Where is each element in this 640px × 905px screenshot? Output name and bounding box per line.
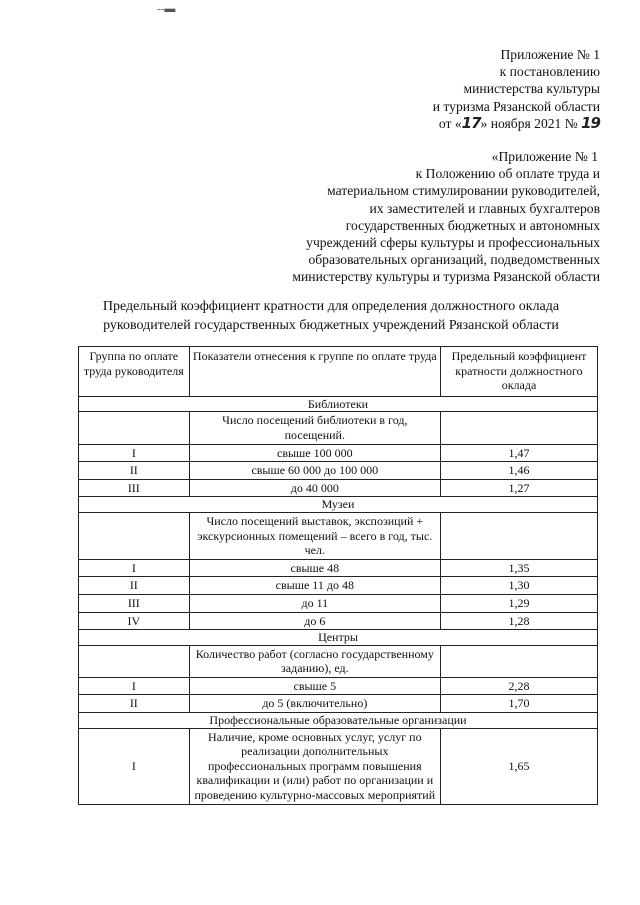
date-suffix: » ноября 2021 № bbox=[480, 115, 578, 131]
header-indicator: Показатели отнесения к группе по оплате труда bbox=[189, 347, 440, 397]
coefficient-cell: 1,70 bbox=[440, 695, 597, 713]
indicator-cell: Число посещений выставок, экспозиций + экскурсионных помещений – всего в год, тыс. чел. bbox=[189, 512, 440, 559]
group-cell: II bbox=[79, 462, 190, 480]
date-line bbox=[433, 115, 600, 132]
title-line: Предельный коэффициент кратности для определения должностного оклада bbox=[102, 299, 560, 314]
indicator-row bbox=[79, 412, 598, 444]
coefficient-table bbox=[78, 346, 598, 805]
criterion-cell: свыше 11 до 48 bbox=[189, 577, 440, 595]
coefficient-cell: 1,47 bbox=[440, 444, 597, 462]
handwritten-number: 19 bbox=[581, 113, 600, 132]
regulation-line: образовательных организаций, подведомственных bbox=[308, 252, 600, 268]
section-title: Центры bbox=[79, 630, 598, 646]
coefficient-cell: 1,28 bbox=[440, 612, 597, 630]
regulation-line: государственных бюджетных и автономных bbox=[345, 217, 600, 233]
group-cell: II bbox=[79, 695, 190, 713]
indicator-cell: Число посещений библиотеки в год, посещений. bbox=[189, 412, 440, 444]
table-body bbox=[79, 396, 598, 804]
coefficient-cell: 2,28 bbox=[440, 677, 597, 695]
criterion-cell: свыше 5 bbox=[189, 677, 440, 695]
table-row bbox=[79, 577, 598, 595]
table-row bbox=[79, 695, 598, 713]
header-coefficient: Предельный коэффициент кратности должностного оклада bbox=[440, 347, 597, 397]
appendix-line: и туризма Рязанской области bbox=[432, 98, 600, 114]
table-row bbox=[79, 728, 598, 804]
section-title: Профессиональные образовательные организации bbox=[79, 713, 598, 729]
empty-cell bbox=[79, 512, 190, 559]
table-row bbox=[79, 594, 598, 612]
indicator-row bbox=[79, 512, 598, 559]
empty-cell bbox=[440, 412, 597, 444]
group-cell: III bbox=[79, 479, 190, 497]
table-row bbox=[79, 462, 598, 480]
regulation-line: их заместителей и главных бухгалтеров bbox=[369, 200, 600, 216]
group-cell: I bbox=[79, 559, 190, 577]
indicator-row bbox=[79, 645, 598, 677]
table-row bbox=[79, 559, 598, 577]
criterion-cell: до 5 (включительно) bbox=[189, 695, 440, 713]
appendix-header bbox=[433, 46, 600, 132]
criterion-cell: свыше 60 000 до 100 000 bbox=[189, 462, 440, 480]
criterion-cell: свыше 100 000 bbox=[189, 444, 440, 462]
appendix-line: Приложение № 1 bbox=[500, 47, 600, 62]
header-group: Группа по оплате труда руководителя bbox=[79, 347, 190, 397]
criterion-cell: до 11 bbox=[189, 594, 440, 612]
regulation-line: министерству культуры и туризма Рязанской области bbox=[292, 269, 600, 285]
indicator-cell: Количество работ (согласно государственному заданию), ед. bbox=[189, 645, 440, 677]
table-row bbox=[79, 444, 598, 462]
coefficient-cell: 1,65 bbox=[440, 728, 597, 804]
section-row bbox=[79, 497, 598, 513]
section-title: Библиотеки bbox=[79, 396, 598, 412]
criterion-cell: свыше 48 bbox=[189, 559, 440, 577]
coefficient-cell: 1,30 bbox=[440, 577, 597, 595]
scan-mark: -‑▬ bbox=[157, 3, 176, 15]
coefficient-cell: 1,35 bbox=[440, 559, 597, 577]
regulation-header bbox=[292, 148, 600, 286]
appendix-line: к постановлению bbox=[499, 64, 600, 80]
coefficient-cell: 1,29 bbox=[440, 594, 597, 612]
criterion-cell: до 6 bbox=[189, 612, 440, 630]
empty-cell bbox=[79, 645, 190, 677]
criterion-cell: Наличие, кроме основных услуг, услуг по реализации дополнительных профессиональных программ повышения квалификации и (или) работ по организации и проведению культурно-массовых мероприятий bbox=[189, 728, 440, 804]
table-row bbox=[79, 677, 598, 695]
regulation-line: учреждений сферы культуры и профессиональных bbox=[306, 235, 600, 251]
criterion-cell: до 40 000 bbox=[189, 479, 440, 497]
document-title bbox=[0, 297, 640, 335]
handwritten-day: 17 bbox=[461, 113, 481, 132]
section-row bbox=[79, 396, 598, 412]
group-cell: II bbox=[79, 577, 190, 595]
appendix-line: министерства культуры bbox=[463, 81, 600, 97]
table-header-row bbox=[79, 347, 598, 397]
group-cell: III bbox=[79, 594, 190, 612]
coefficient-cell: 1,46 bbox=[440, 462, 597, 480]
regulation-line: к Положению об оплате труда и bbox=[415, 166, 600, 182]
empty-cell bbox=[440, 512, 597, 559]
date-prefix: от « bbox=[438, 115, 462, 131]
empty-cell bbox=[440, 645, 597, 677]
group-cell: I bbox=[79, 677, 190, 695]
table-row bbox=[79, 612, 598, 630]
title-line: руководителей государственных бюджетных учреждений Рязанской области bbox=[103, 318, 559, 333]
group-cell: I bbox=[79, 728, 190, 804]
group-cell: I bbox=[79, 444, 190, 462]
group-cell: IV bbox=[79, 612, 190, 630]
section-row bbox=[79, 713, 598, 729]
section-title: Музеи bbox=[79, 497, 598, 513]
regulation-line: «Приложение № 1 bbox=[491, 149, 598, 164]
section-row bbox=[79, 630, 598, 646]
empty-cell bbox=[79, 412, 190, 444]
table-row bbox=[79, 479, 598, 497]
coefficient-cell: 1,27 bbox=[440, 479, 597, 497]
regulation-line: материальном стимулировании руководителей, bbox=[327, 183, 600, 199]
